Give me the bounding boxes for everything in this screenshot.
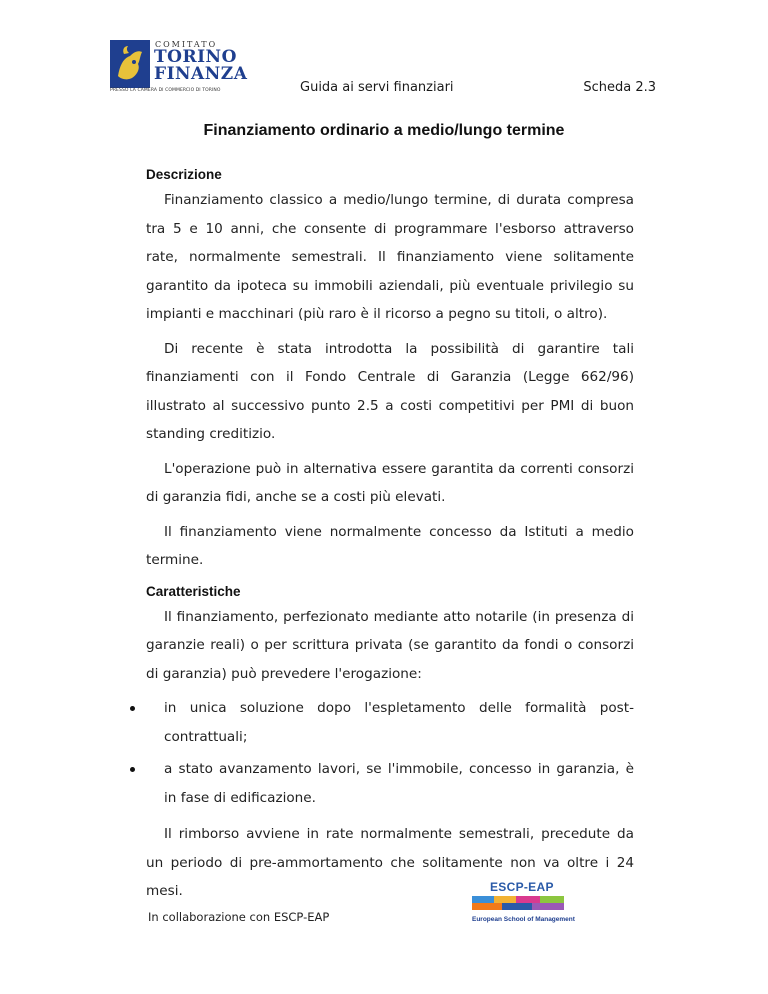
escp-eap-logo <box>472 880 575 940</box>
logo-comitato-text: COMITATO <box>155 40 218 49</box>
section-heading-descrizione: Descrizione <box>146 167 222 182</box>
header-sheet-number: Scheda 2.3 <box>583 80 656 95</box>
list-item-text: a stato avanzamento lavori, se l'immobile, concesso in garanzia, è in fase di edificazione. <box>164 761 634 806</box>
torino-bull-emblem-icon <box>110 40 150 88</box>
comitato-torino-finanza-logo <box>110 40 248 96</box>
paragraph-outro: Il rimborso avviene in rate normalmente semestrali, precedute da un periodo di pre-ammortamento che solitamente non va oltre i 24 mesi. <box>146 826 634 899</box>
bullet-icon <box>130 767 135 772</box>
logo-subtitle: PRESSO LA CAMERA DI COMMERCIO DI TORINO <box>110 88 221 93</box>
document-body <box>146 164 634 912</box>
document-title: Finanziamento ordinario a medio/lungo termine <box>203 122 565 139</box>
paragraph: Di recente è stata introdotta la possibilità di garantire tali finanziamenti con il Fondo Centrale di Garanzia (Legge 662/96) illustrato al successivo punto 2.5 a costi competitivi per PMI di buon standing creditizio. <box>146 340 634 442</box>
list-item <box>146 694 634 751</box>
paragraph: Il finanziamento viene normalmente concesso da Istituti a medio termine. <box>146 523 634 568</box>
list-item-text: in unica soluzione dopo l'espletamento delle formalità post-contrattuali; <box>164 700 634 745</box>
escp-logo-subtitle: European School of Management <box>472 916 575 923</box>
logo-torino-text: TORINO <box>154 47 237 67</box>
paragraph-intro: Il finanziamento, perfezionato mediante atto notarile (in presenza di garanzie reali) o per scrittura privata (se garantito da fondi o consorzi di garanzia) può prevedere l'erogazione: <box>146 608 634 682</box>
list-item <box>146 755 634 812</box>
bullet-list <box>146 694 634 812</box>
header-guide-title: Guida ai servi finanziari <box>300 80 454 95</box>
escp-color-band-icon <box>472 896 564 910</box>
paragraph: L'operazione può in alternativa essere garantita da correnti consorzi di garanzia fidi, anche se a costi più elevati. <box>146 460 634 505</box>
footer-collaboration: In collaborazione con ESCP-EAP <box>148 910 330 924</box>
bullet-icon <box>130 706 135 711</box>
section-heading-caratteristiche: Caratteristiche <box>146 583 241 599</box>
logo-finanza-text: FINANZA <box>154 64 248 84</box>
paragraph: Finanziamento classico a medio/lungo termine, di durata compresa tra 5 e 10 anni, che consente di programmare l'esborso attraverso rate, normalmente semestrali. Il finanziamento viene solitamente garantito da ipoteca su immobili aziendali, più eventuale privilegio su impianti e macchinari (più raro è il ricorso a pegno su titoli, o altro). <box>146 192 634 322</box>
escp-logo-title: ESCP-EAP <box>490 880 554 894</box>
